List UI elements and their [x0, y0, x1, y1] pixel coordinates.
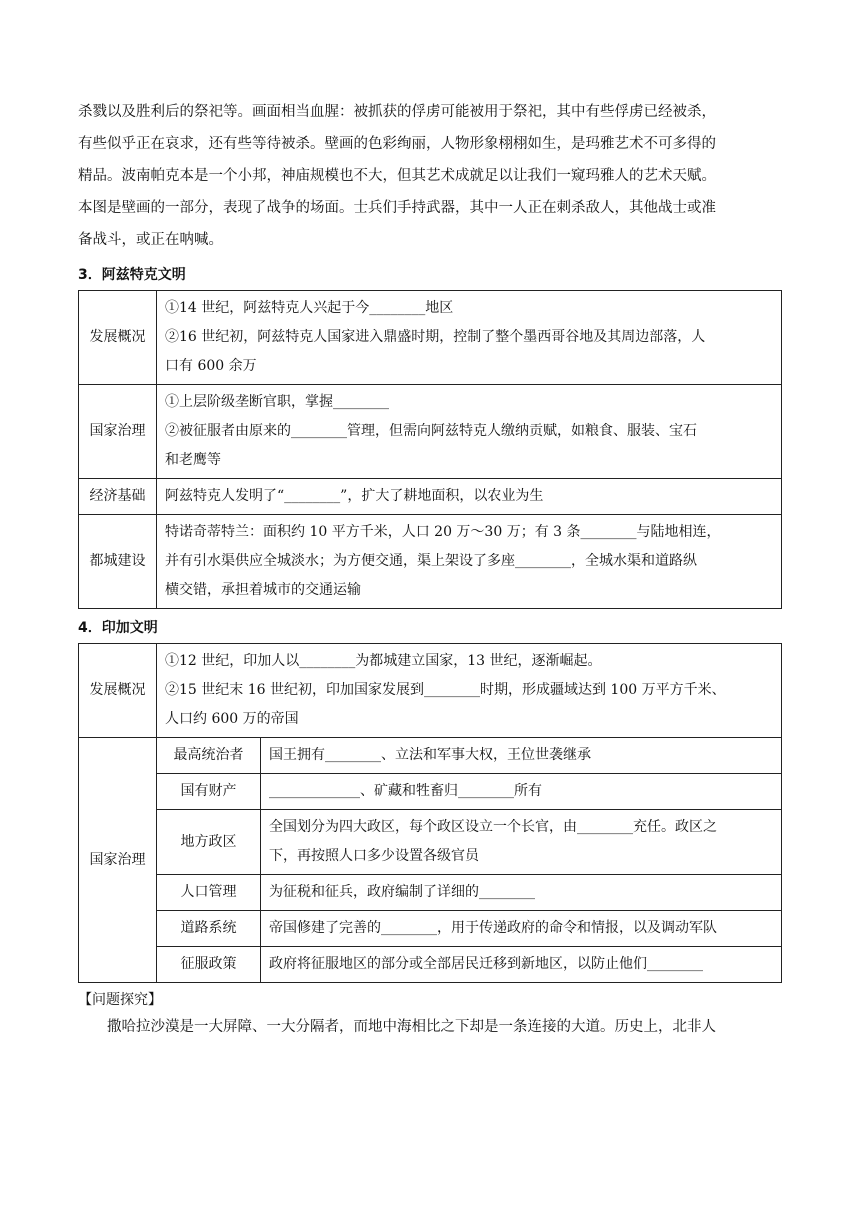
intro-line: 有些似乎正在哀求，还有些等待被杀。壁画的色彩绚丽，人物形象栩栩如生，是玛雅艺术不可多得的	[78, 136, 716, 152]
table-row	[79, 947, 782, 983]
document-page	[78, 96, 782, 1043]
row-content	[261, 810, 782, 875]
aztec-heading: 3．阿兹特克文明	[78, 267, 186, 283]
content-line: ①12 世纪，印加人以________为都城建立国家，13 世纪，逐渐崛起。	[165, 653, 602, 669]
row-label: 经济基础	[79, 479, 157, 515]
content-line: 人口约 600 万的帝国	[165, 711, 299, 727]
content-line: ②15 世纪末 16 世纪初，印加国家发展到________时期，形成疆域达到 100 万平方千米、	[165, 682, 726, 698]
table-row	[79, 875, 782, 911]
sub-label: 地方政区	[157, 810, 261, 875]
row-label: 国家治理	[79, 385, 157, 479]
content-line: 下，再按照人口多少设置各级官员	[269, 848, 479, 864]
content-line: ①14 世纪，阿兹特克人兴起于今________地区	[165, 300, 454, 316]
row-content	[157, 515, 782, 609]
table-row	[79, 774, 782, 810]
table-row	[79, 515, 782, 609]
intro-line: 本图是壁画的一部分，表现了战争的场面。士兵们手持武器，其中一人正在刺杀敌人，其他战士或准	[78, 200, 716, 216]
sub-label: 国有财产	[157, 774, 261, 810]
intro-line: 备战斗，或正在呐喊。	[78, 232, 223, 248]
content-line: 口有 600 余万	[165, 358, 257, 374]
content-line: 政府将征服地区的部分或全部居民迁移到新地区，以防止他们________	[269, 956, 703, 972]
sub-label: 道路系统	[157, 911, 261, 947]
content-line: 全国划分为四大政区，每个政区设立一个长官，由________充任。政区之	[269, 819, 717, 835]
inca-table	[78, 643, 782, 983]
row-content	[261, 738, 782, 774]
content-line: 国王拥有________、立法和军事大权，王位世袭继承	[269, 747, 591, 763]
row-content	[157, 291, 782, 385]
row-label: 发展概况	[79, 644, 157, 738]
sub-label: 最高统治者	[157, 738, 261, 774]
content-line: ②被征服者由原来的________管理，但需向阿兹特克人缴纳贡赋，如粮食、服装、宝石	[165, 423, 697, 439]
inquiry-heading: 【问题探究】	[78, 992, 162, 1008]
row-content	[157, 385, 782, 479]
table-row	[79, 911, 782, 947]
sub-label: 人口管理	[157, 875, 261, 911]
content-line: _____________、矿藏和牲畜归________所有	[269, 783, 542, 799]
content-line: 帝国修建了完善的________，用于传递政府的命令和情报，以及调动军队	[269, 920, 717, 936]
row-label: 都城建设	[79, 515, 157, 609]
content-line: 阿兹特克人发明了“________”，扩大了耕地面积，以农业为生	[165, 488, 544, 504]
row-content	[261, 947, 782, 983]
content-line: 和老鹰等	[165, 452, 221, 468]
inquiry-paragraph: 撒哈拉沙漠是一大屏障、一大分隔者，而地中海相比之下却是一条连接的大道。历史上，北非人	[107, 1019, 716, 1035]
row-content	[157, 479, 782, 515]
table-row	[79, 479, 782, 515]
table-row	[79, 810, 782, 875]
sub-label: 征服政策	[157, 947, 261, 983]
intro-line: 精品。波南帕克本是一个小邦，神庙规模也不大，但其艺术成就足以让我们一窥玛雅人的艺术天赋。	[78, 168, 716, 184]
row-label: 发展概况	[79, 291, 157, 385]
row-content	[261, 774, 782, 810]
content-line: ②16 世纪初，阿兹特克人国家进入鼎盛时期，控制了整个墨西哥谷地及其周边部落，人	[165, 329, 706, 345]
table-row	[79, 644, 782, 738]
aztec-table	[78, 290, 782, 609]
table-row	[79, 385, 782, 479]
row-content	[157, 644, 782, 738]
row-content	[261, 911, 782, 947]
table-row	[79, 738, 782, 774]
inca-heading: 4．印加文明	[78, 620, 158, 636]
row-content	[261, 875, 782, 911]
content-line: 为征税和征兵，政府编制了详细的________	[269, 884, 535, 900]
content-line: ①上层阶级垄断官职，掌握________	[165, 394, 389, 410]
intro-line: 杀戮以及胜利后的祭祀等。画面相当血腥：被抓获的俘虏可能被用于祭祀，其中有些俘虏已经被杀，	[78, 104, 716, 120]
table-row	[79, 291, 782, 385]
content-line: 特诺奇蒂特兰：面积约 10 平方千米，人口 20 万～30 万；有 3 条________与陆地相连，	[165, 524, 721, 540]
content-line: 并有引水渠供应全城淡水；为方便交通，渠上架设了多座________，全城水渠和道路纵	[165, 553, 697, 569]
content-line: 横交错，承担着城市的交通运输	[165, 582, 361, 598]
intro-paragraph	[78, 96, 782, 256]
row-label: 国家治理	[79, 738, 157, 983]
